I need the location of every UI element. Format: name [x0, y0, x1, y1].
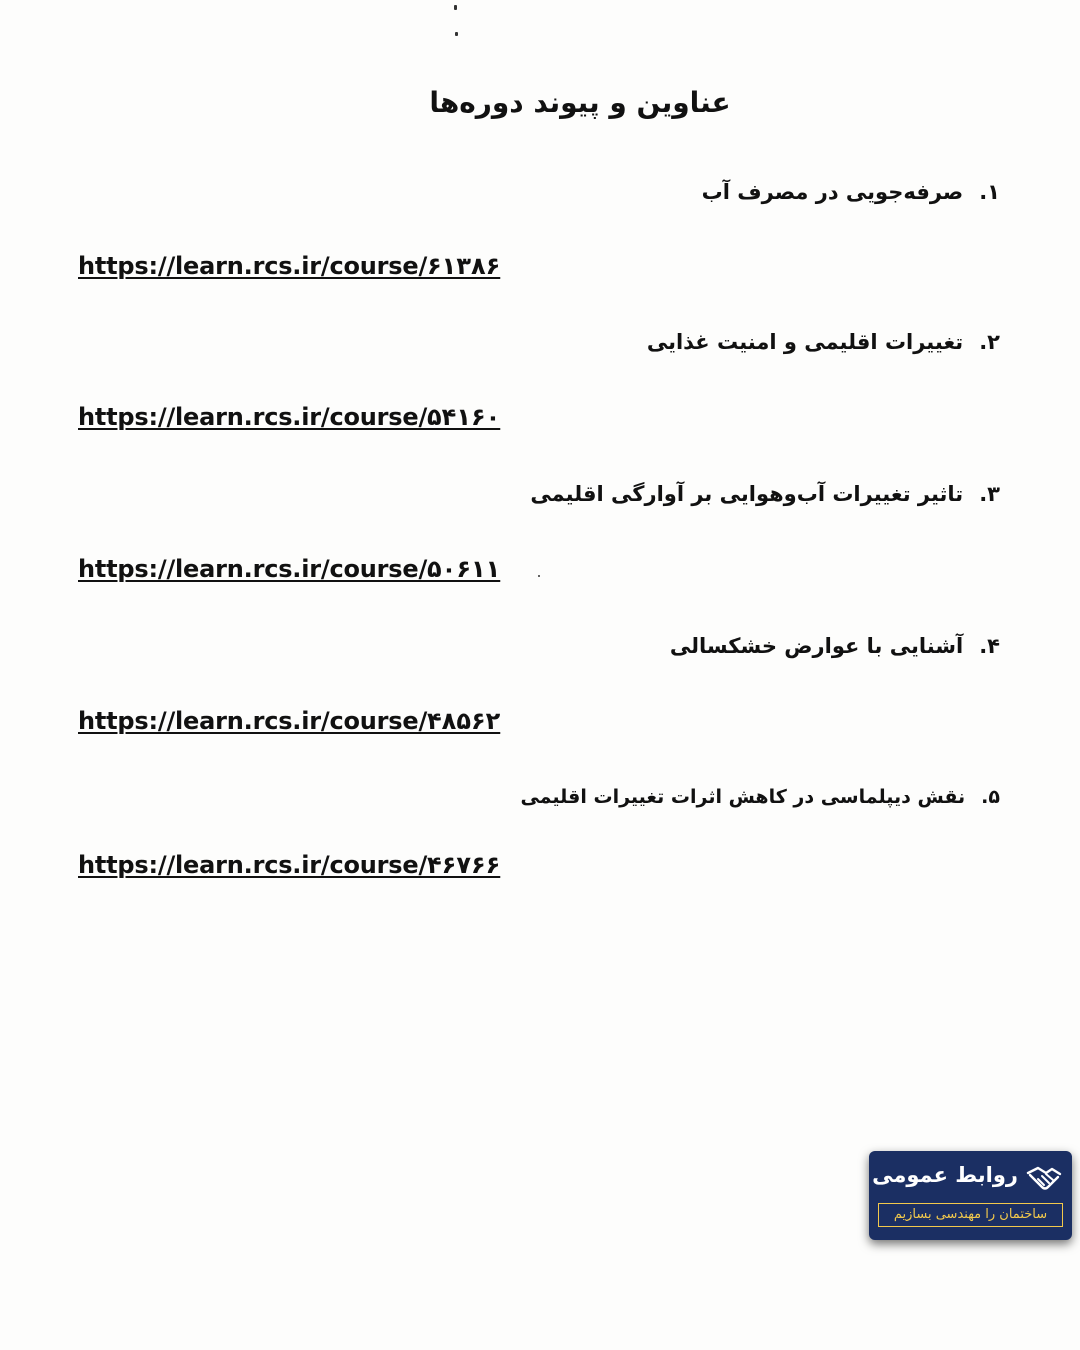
course-title: آشنایی با عوارض خشکسالی — [669, 634, 964, 658]
scan-speck — [538, 575, 540, 577]
scan-speck — [454, 5, 457, 10]
course-title: تغییرات اقلیمی و امنیت غذایی — [646, 330, 964, 354]
course-title-row — [520, 786, 1000, 808]
course-title: صرفه‌جویی در مصرف آب — [701, 180, 964, 204]
course-link[interactable]: https://learn.rcs.ir/course/۵۰۶۱۱ — [78, 555, 501, 583]
course-number: ۱. — [979, 180, 1000, 204]
course-number: ۲. — [979, 330, 1000, 354]
course-title-row — [670, 634, 1000, 658]
course-title: تاثیر تغییرات آب‌وهوایی بر آوارگی اقلیمی — [530, 482, 964, 506]
course-link[interactable]: https://learn.rcs.ir/course/۶۱۳۸۶ — [78, 252, 501, 280]
course-number: ۳. — [979, 482, 1000, 506]
course-link[interactable]: https://learn.rcs.ir/course/۵۴۱۶۰ — [78, 403, 501, 431]
course-link[interactable]: https://learn.rcs.ir/course/۴۸۵۶۲ — [78, 707, 501, 735]
public-relations-badge — [869, 1151, 1072, 1240]
handshake-icon — [1026, 1165, 1062, 1193]
course-link[interactable]: https://learn.rcs.ir/course/۴۶۷۶۶ — [78, 851, 501, 879]
badge-slogan: ساختمان را مهندسی بسازیم — [878, 1203, 1063, 1227]
course-title-row — [702, 180, 1000, 204]
badge-title: روابط عمومی — [872, 1163, 1018, 1187]
course-number: ۵. — [981, 786, 1000, 808]
scan-speck — [455, 32, 458, 36]
course-title-row — [647, 330, 1000, 354]
course-title: نقش دیپلماسی در کاهش اثرات تغییرات اقلیمی — [520, 786, 966, 808]
course-number: ۴. — [979, 634, 1000, 658]
course-title-row — [530, 482, 1000, 506]
document-title: عناوین و پیوند دوره‌ها — [429, 86, 731, 119]
